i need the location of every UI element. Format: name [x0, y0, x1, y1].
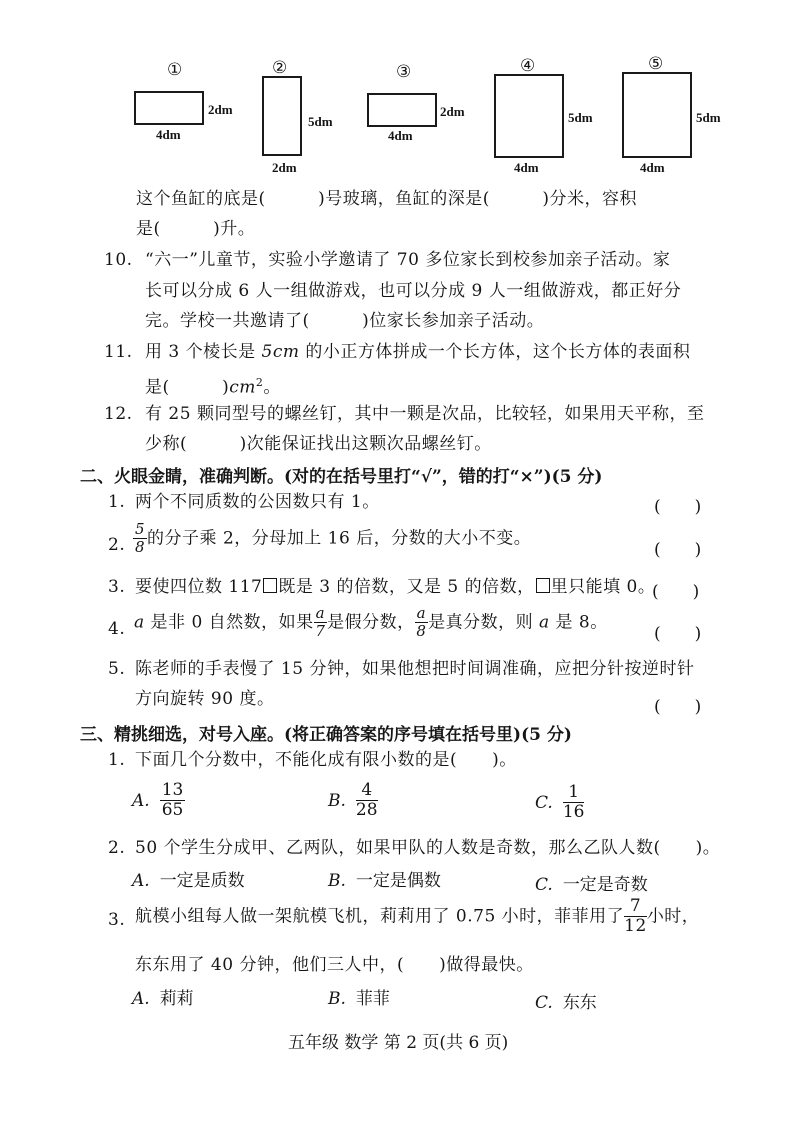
- figure-4-rect: [494, 74, 564, 158]
- s2-item4-fraction-a7: $\frac{a}{7}$: [315, 604, 326, 640]
- s3-q1-number: 1.: [108, 750, 126, 770]
- section-3-title: 三、精挑细选，对号入座。(将正确答案的序号填在括号里)(5 分): [80, 725, 572, 745]
- s3-q3-line1: 航模小组每人做一架航模飞机，莉莉用了 0.75 小时，菲菲用了 $\frac{7}{12}$ 小时，: [135, 896, 700, 936]
- figure-3-height: 2dm: [440, 104, 465, 119]
- q12-line2: 少称( )次能保证找出这颗次品螺丝钉。: [145, 434, 492, 454]
- q11-line2: 是( )$cm^2$。: [145, 376, 281, 398]
- q9-line1: 这个鱼缸的底是( )号玻璃，鱼缸的深是( )分米，容积: [136, 189, 638, 209]
- s3-q2-option-a[interactable]: A. 一定是质数: [132, 871, 245, 891]
- s2-item5-line2: 方向旋转 90 度。: [135, 689, 275, 709]
- s2-item4-answer-paren[interactable]: ( ): [654, 624, 702, 644]
- figure-2-width: 2dm: [272, 160, 297, 175]
- digit-box-icon: [536, 578, 550, 593]
- s2-item2-number: 2.: [108, 535, 126, 555]
- figure-1-rect: [134, 91, 204, 125]
- s2-item4-text: a 是非 0 自然数，如果 $\frac{a}{7}$ 是假分数， $\frac{a}{8}$ 是真分数，则 a 是 8。: [134, 604, 608, 640]
- s3-q1-option-c[interactable]: C. $\frac{1}{16}$: [535, 782, 585, 822]
- figure-1-width: 4dm: [156, 127, 181, 142]
- s2-item5-line1: 陈老师的手表慢了 15 分钟，如果他想把时间调准确，应把分针按逆时针: [135, 659, 695, 679]
- s2-item4-number: 4.: [108, 619, 126, 639]
- page-footer: 五年级 数学 第 2 页(共 6 页): [288, 1033, 509, 1053]
- q11-length-unit: 5cm: [261, 342, 300, 362]
- figure-4-width: 4dm: [514, 160, 539, 175]
- q10-line3: 完。学校一共邀请了( )位家长参加亲子活动。: [145, 311, 545, 331]
- s3-q2-number: 2.: [108, 838, 126, 858]
- q12-number: 12.: [104, 404, 133, 424]
- s3-q2-option-b[interactable]: B. 一定是偶数: [328, 871, 441, 891]
- s3-q2-text: 50 个学生分成甲、乙两队，如果甲队的人数是奇数，那么乙队人数( )。: [135, 838, 721, 858]
- s2-item3-text: 要使四位数 117 既是 3 的倍数，又是 5 的倍数， 里只能填 0。: [135, 577, 656, 597]
- figure-1-number: ①: [167, 60, 183, 80]
- figure-4-height: 5dm: [568, 110, 593, 125]
- s3-q1-option-a[interactable]: A. $\frac{13}{65}$: [132, 780, 184, 820]
- q9-line2: 是( )升。: [136, 219, 256, 239]
- figure-2-number: ②: [272, 58, 288, 78]
- s3-q3-option-b[interactable]: B. 菲菲: [328, 989, 390, 1009]
- s2-item2-fraction: $\frac{5}{8}$: [135, 520, 146, 556]
- s2-item2-answer-paren[interactable]: ( ): [654, 540, 702, 560]
- s2-item5-number: 5.: [108, 659, 126, 679]
- s3-q3-number: 3.: [108, 910, 126, 930]
- s3-q3-line2: 东东用了 40 分钟，他们三人中，( )做得最快。: [135, 955, 534, 975]
- q12-line1: 有 25 颗同型号的螺丝钉，其中一颗是次品，比较轻，如果用天平称，至: [145, 404, 705, 424]
- q10-number: 10.: [104, 250, 133, 270]
- figure-3-rect: [367, 93, 437, 127]
- s2-item4-fraction-a8: $\frac{a}{8}$: [416, 604, 427, 640]
- s3-q3-fraction: $\frac{7}{12}$: [624, 896, 647, 936]
- figure-3-number: ③: [396, 62, 412, 82]
- s3-q3-option-a[interactable]: A. 莉莉: [132, 989, 194, 1009]
- s2-item3-number: 3.: [108, 577, 126, 597]
- figure-5-number: ⑤: [648, 54, 664, 74]
- section-2-title: 二、火眼金睛，准确判断。(对的在括号里打“√”，错的打“×”)(5 分): [80, 467, 603, 487]
- digit-box-icon: [263, 578, 277, 593]
- s3-q1-text: 下面几个分数中，不能化成有限小数的是( )。: [135, 750, 517, 770]
- s2-item1-text: 两个不同质数的公因数只有 1。: [135, 492, 380, 512]
- figure-1-height: 2dm: [208, 102, 233, 117]
- q11-number: 11.: [104, 342, 133, 362]
- s2-item5-answer-paren[interactable]: ( ): [654, 697, 702, 717]
- figure-2-rect: [262, 76, 302, 156]
- figure-4-number: ④: [520, 56, 536, 76]
- s3-q3-option-c[interactable]: C. 东东: [535, 993, 597, 1013]
- s2-item1-answer-paren[interactable]: ( ): [654, 497, 702, 517]
- q11-line1: 用 3 个棱长是 5cm 的小正方体拼成一个长方体，这个长方体的表面积: [145, 342, 691, 362]
- q11-area-unit: cm: [229, 377, 256, 398]
- q10-line2: 长可以分成 6 人一组做游戏，也可以分成 9 人一组做游戏，都正好分: [145, 281, 682, 301]
- s2-item2-text: $\frac{5}{8}$ 的分子乘 2，分母加上 16 后，分数的大小不变。: [135, 520, 532, 556]
- figure-5-width: 4dm: [640, 160, 665, 175]
- s2-item1-number: 1.: [108, 492, 126, 512]
- figure-5-rect: [622, 72, 692, 158]
- figure-5-height: 5dm: [696, 110, 721, 125]
- s2-item3-answer-paren[interactable]: ( ): [652, 582, 700, 602]
- figure-2-height: 5dm: [308, 114, 333, 129]
- s3-q1-option-b[interactable]: B. $\frac{4}{28}$: [328, 780, 378, 820]
- figure-3-width: 4dm: [388, 128, 413, 143]
- q10-line1: “六一”儿童节，实验小学邀请了 70 多位家长到校参加亲子活动。家: [145, 250, 671, 270]
- s3-q2-option-c[interactable]: C. 一定是奇数: [535, 875, 648, 895]
